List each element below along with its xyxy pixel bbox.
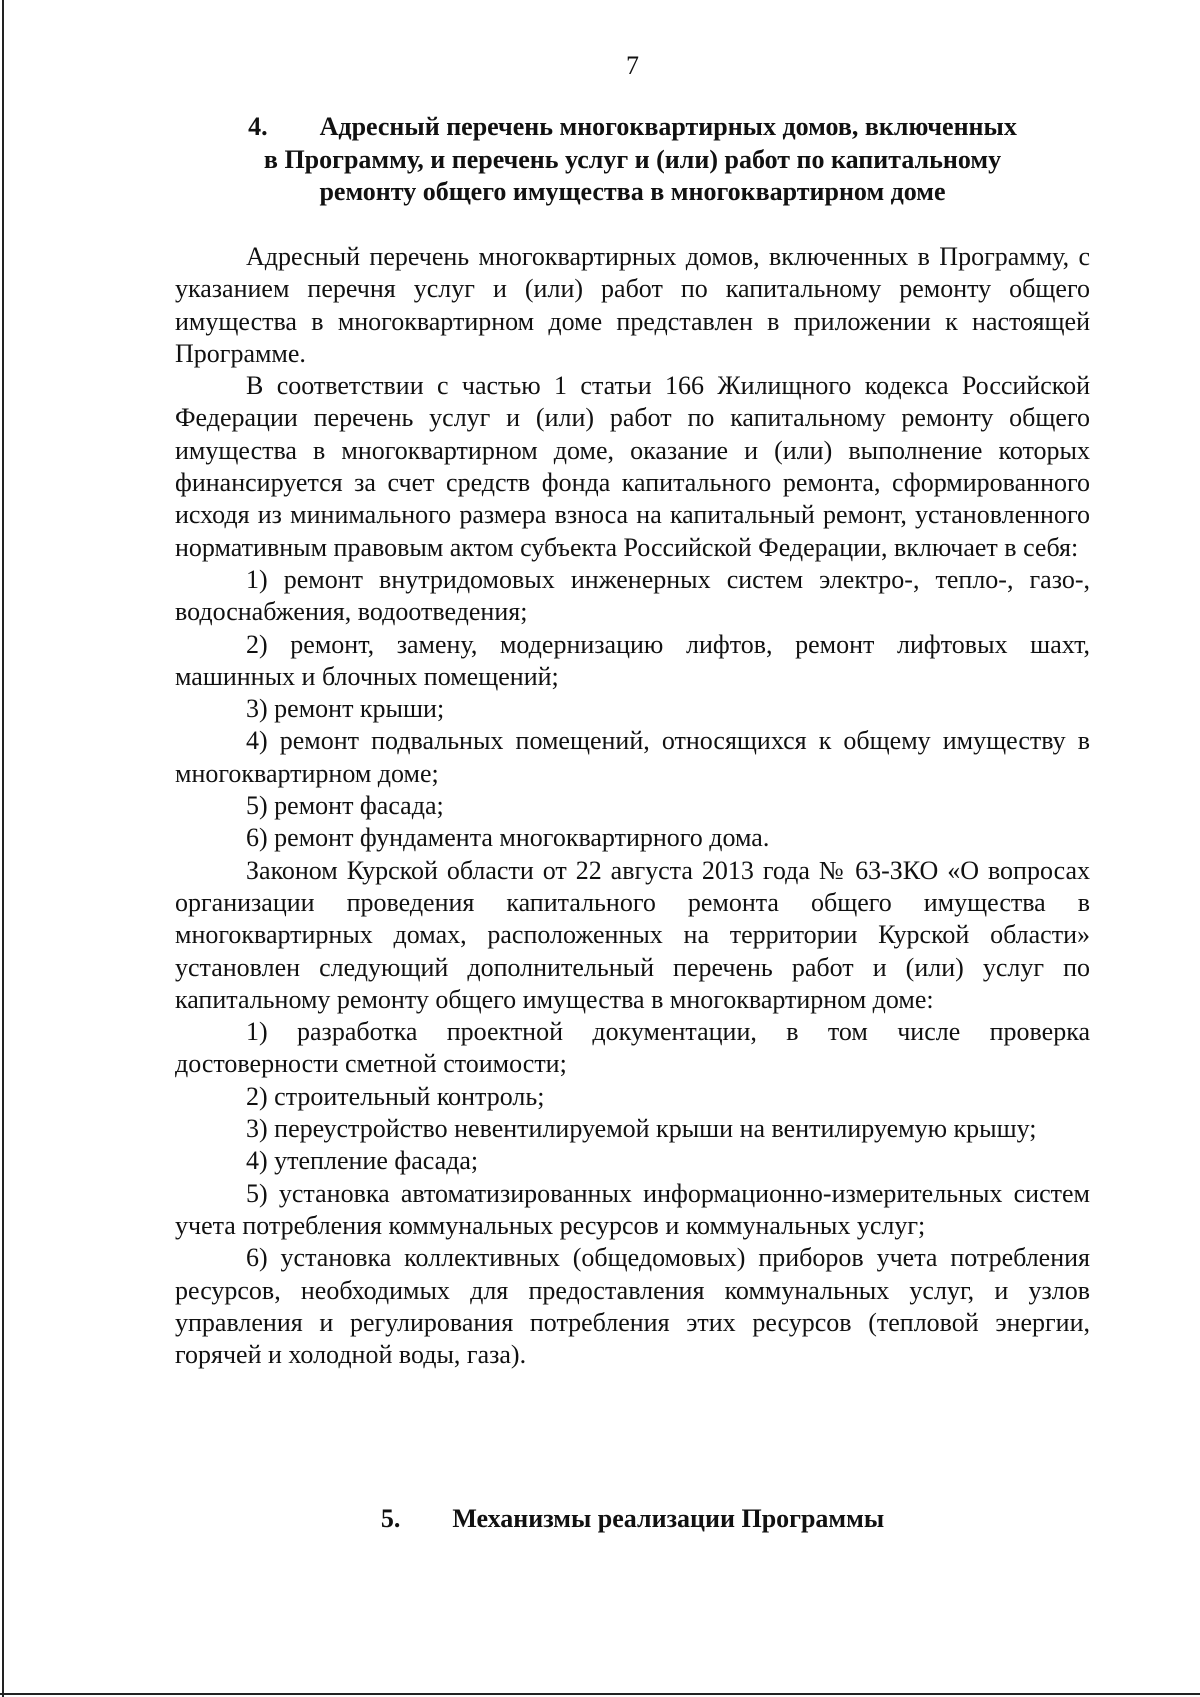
section-4-heading (175, 111, 1090, 209)
paragraph-address-list: Адресный перечень многоквартирных домов, включенных в Программу, с указанием перечня услуг и (или) работ по капитальному ремонту общего имущества в многоквартирном доме представлен в приложении к настоящей Программе. (175, 242, 1090, 368)
list-item: 2) строительный контроль; (246, 1081, 545, 1111)
section-5-number: 5. (380, 1504, 401, 1533)
paragraph-kursk-law: Законом Курской области от 22 августа 2013 года № 63-ЗКО «О вопросах организации проведения капитального ремонта общего имущества в многоквартирных домах, расположенных на территории Курской области» установлен следующий дополнительный перечень работ и (или) услуг по капитальному ремонту общего имущества в многоквартирном доме: (175, 855, 1090, 1014)
section-4-number: 4. (248, 112, 268, 141)
list-item: 1) разработка проектной документации, в том числе проверка достоверности сметной стоимости; (175, 1017, 1090, 1079)
list-item: 5) ремонт фасада; (246, 791, 444, 821)
section-5-heading (175, 1503, 1090, 1536)
list-item: 3) переустройство невентилируемой крыши на вентилируемую крышу; (246, 1114, 1037, 1144)
list-item: 6) установка коллективных (общедомовых) приборов учета потребления ресурсов, необходимых для предоставления коммунальных услуг, и узлов управления и регулирования потребления этих ресурсов (тепловой энергии, горячей и холодной воды, газа). (175, 1243, 1090, 1370)
list-item: 1) ремонт внутридомовых инженерных систем электро-, тепло-, газо-, водоснабжения, водоотведения; (175, 564, 1090, 627)
list-item: 2) ремонт, замену, модернизацию лифтов, ремонт лифтовых шахт, машинных и блочных помещений; (175, 629, 1090, 691)
list-item: 4) утепление фасада; (246, 1146, 479, 1176)
page-number: 7 (626, 51, 639, 80)
list-item: 6) ремонт фундамента многоквартирного дома. (246, 823, 770, 853)
section-4-body (175, 241, 1090, 1371)
list-item: 4) ремонт подвальных помещений, относящихся к общему имуществу в многоквартирном доме; (175, 726, 1090, 788)
section-4-heading-line1 (175, 111, 1090, 144)
paragraph-housing-code: В соответствии с частью 1 статьи 166 Жилищного кодекса Российской Федерации перечень услуг и (или) работ по капитальному ремонту общего имущества в многоквартирном доме, оказание и (или) выполнение которых финансируется за счет средств фонда капитального ремонта, сформированного исходя из минимального размера взноса на капитальный ремонт, установленного нормативным правовым актом субъекта Российской Федерации, включает в себя: (175, 371, 1090, 562)
scan-bottom-edge (0, 1693, 1200, 1695)
section-4-title-line3: ремонту общего имущества в многоквартирном доме (319, 177, 946, 206)
list-item: 5) установка автоматизированных информационно-измерительных систем учета потребления коммунальных ресурсов и коммунальных услуг; (175, 1178, 1090, 1240)
list-item: 3) ремонт крыши; (246, 694, 445, 724)
scan-left-edge (2, 0, 4, 1697)
section-4-title-line2: в Программу, и перечень услуг и (или) работ по капитальному (263, 144, 1002, 174)
section-4-title-line1: Адресный перечень многоквартирных домов, включенных (319, 112, 1017, 141)
section-5-title: Механизмы реализации Программы (452, 1504, 885, 1533)
